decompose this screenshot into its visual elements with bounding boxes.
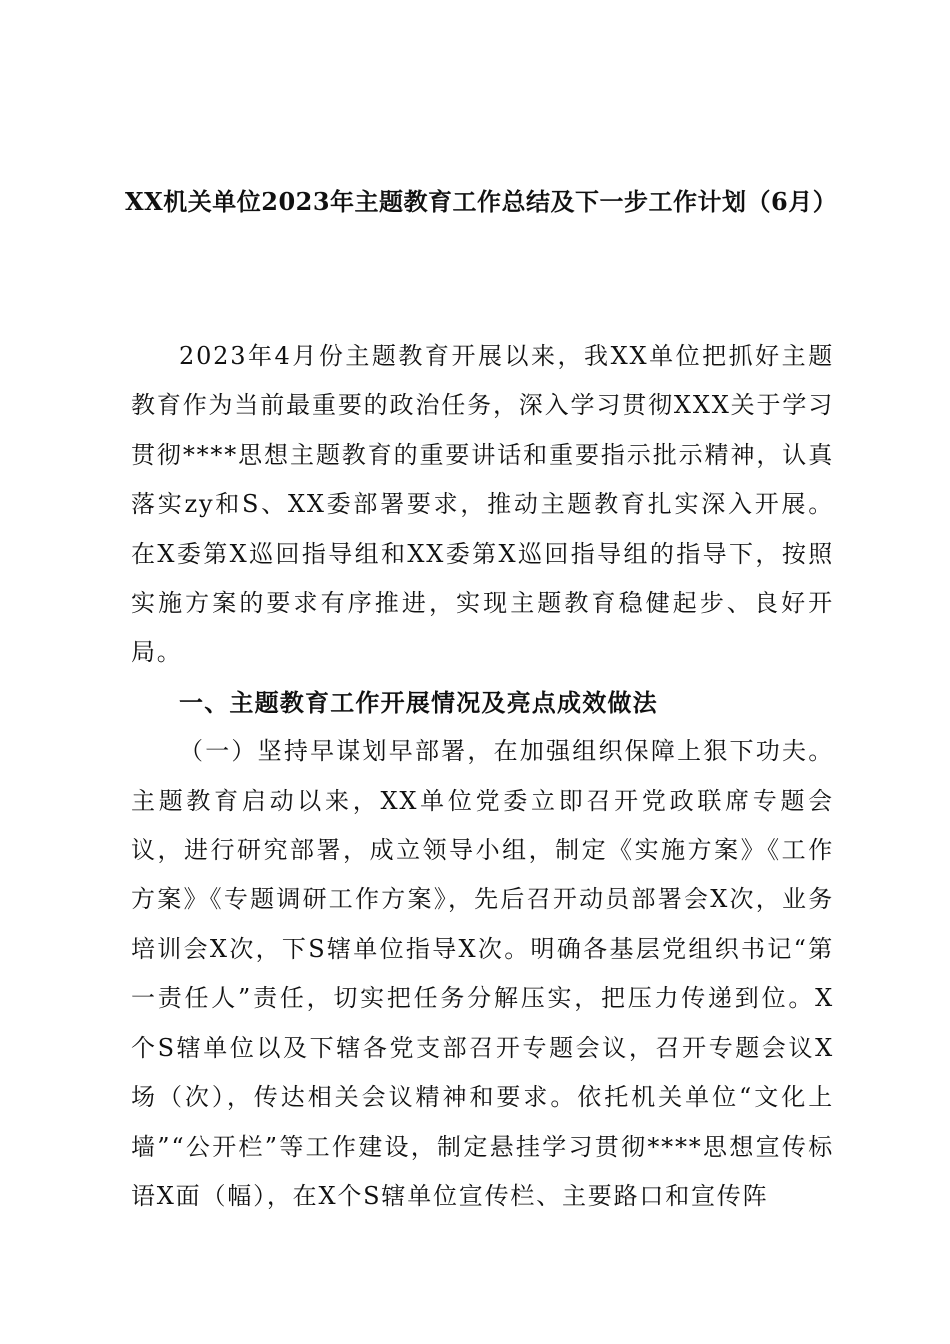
document-title: XX机关单位2023年主题教育工作总结及下一步工作计划（6月）	[125, 187, 838, 216]
document-body	[131, 332, 834, 1221]
intro-paragraph: 2023年4月份主题教育开展以来，我XX单位把抓好主题教育作为当前最重要的政治任务，深入学习贯彻XXX关于学习贯彻****思想主题教育的重要讲话和重要指示批示精神，认真落实zy和S、XX委部署要求，推动主题教育扎实深入开展。在X委第X巡回指导组和XX委第X巡回指导组的指导下，按照实施方案的要求有序推进，实现主题教育稳健起步、良好开局。	[131, 342, 834, 667]
item-paragraph: （一）坚持早谋划早部署，在加强组织保障上狠下功夫。主题教育启动以来，XX单位党委立即召开党政联席专题会议，进行研究部署，成立领导小组，制定《实施方案》《工作方案》《专题调研工作方案》，先后召开动员部署会X次，业务培训会X次，下S辖单位指导X次。明确各基层党组织书记“第一责任人”责任，切实把任务分解压实，把压力传递到位。X个S辖单位以及下辖各党支部召开专题会议，召开专题会议X场（次），传达相关会议精神和要求。依托机关单位“文化上墙”“公开栏”等工作建设，制定悬挂学习贯彻****思想宣传标语X面（幅），在X个S辖单位宣传栏、主要路口和宣传阵	[131, 737, 834, 1210]
section-heading: 一、主题教育工作开展情况及亮点成效做法	[179, 687, 658, 717]
